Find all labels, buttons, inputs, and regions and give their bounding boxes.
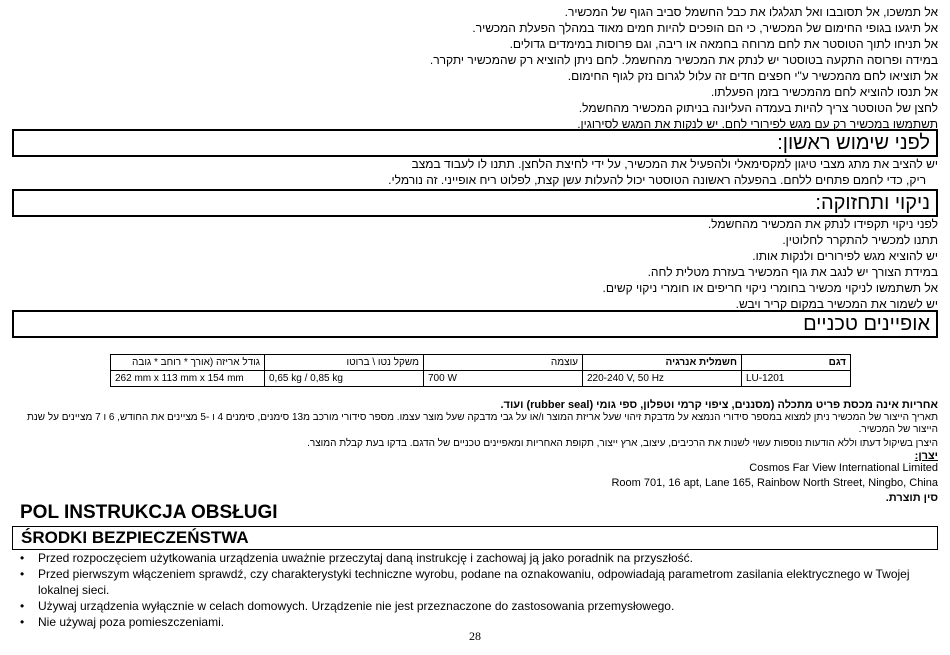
cleaning-line: יש לשמור את המכשיר במקום קריר ויבש. [735,297,938,311]
cleaning-line: תתנו למכשיר להתקרר לחלוטין. [782,233,938,247]
specs-header-cell: עוצמה [424,355,583,371]
list-item: • Używaj urządzenia wyłącznie w celach domowych. Urządzenie nie jest przeznaczone do zastosowania przemysłowego. [12,598,950,614]
production-date-note: תאריך הייצור של המכשיר ניתן למצוא במספר סידורי הנמצא על מדבקת זיהוי שעל אריזת המוצר ו/או על גבי מדבקה שעל מוצר עצמו. מספר סידורי מורכב מ13 סימנים, סימנים 4 ו -5 מציינים את החודש, 6 ו 7 מציינים על שנת [26,412,938,423]
intro-warnings [12,4,938,132]
intro-line: במידה ופרוסה התקעה בטוסטר יש לנתק את המכשיר מהחשמל. לחם ניתן להוציא רק שהמכשיר יתקרר. [429,53,938,67]
specs-table [110,354,851,387]
specs-header-row [111,355,851,371]
cleaning-heading: ניקוי ותחזוקה: [12,189,938,217]
specs-header-cell: גודל אריזה (אורך * רוחב * גובה [111,355,265,371]
first-use-text [12,156,938,188]
cleaning-line: לפני ניקוי תקפידו לנתק את המכשיר מהחשמל. [707,217,938,231]
production-date-note-cont: הייצור של המכשיר. [858,424,938,435]
specs-header-cell: משקל נטו \ ברוטו [265,355,424,371]
first-use-line: יש להציב את מתג מצבי טיגון למקסימאלי ולהפעיל את המכשיר, על ידי לחיצת הלחצן. תתנו לו לעבוד במצב [411,157,938,171]
polish-manual-title: POL INSTRUKCJA OBSŁUGI [20,502,278,523]
manufacturer-rights-note: היצרן בשיקול דעתו וללא הודעות נוספות עשוי לשנות את הרכיבים, עיצוב, ארץ ייצור, תקופת האחריות ומאפיינים טכניים של הדגם. בדקו בעת קבלת המוצר. [307,438,938,449]
cleaning-line: אל תשתמשו לניקוי מכשיר בחומרי ניקוי חריפים או חומרי ניקוי קשים. [602,281,938,295]
specs-value-row [111,371,851,387]
list-item: • Przed rozpoczęciem użytkowania urządzenia uważnie przeczytaj daną instrukcję i zachowaj ją jako poradnik na przyszłość. [12,550,950,566]
intro-line: אל תמשכו, אל תסובבו ואל תגלגלו את כבל החשמל סביב הגוף של המכשיר. [564,5,938,19]
specs-heading: אופיינים טכניים [12,310,938,338]
cleaning-text [12,216,938,312]
specs-value-cell: 0,65 kg / 0,85 kg [265,371,424,387]
intro-line: אל תוציאו לחם מהמכשיר ע"י חפצים חדים זה עלול לגרום נזק לגוף החימום. [567,69,938,83]
safety-bullets [12,550,950,630]
specs-value-cell: LU-1201 [742,371,851,387]
warranty-exclusions: אחריות אינה מכסת פריט מתכלה (מסננים, ציפוי קרמי וטפלון, ספי גומי (rubber seal) ועוד. [500,399,938,411]
intro-line: תשתמשו במכשיר רק עם מגש לפירורי לחם. יש לנקות את המגש לסירוגין. [577,117,938,131]
first-use-heading: לפני שימוש ראשון: [12,129,938,157]
manufacturer-name: Cosmos Far View International Limited [749,462,938,474]
safety-section-heading: ŚRODKI BEZPIECZEŃSTWA [12,526,938,550]
cleaning-line: יש להוציא מגש לפירורים ולנקות אותו. [752,249,938,263]
specs-header-cell: חשמלית אנרגיה [583,355,742,371]
country-of-origin: סין תוצרת. [885,492,938,504]
list-item: • Przed pierwszym włączeniem sprawdź, czy charakterystyki techniczne wyrobu, podane na oznakowaniu, odpowiadają parametrom zasilania elektrycznego w Twojej lokalnej sieci. [12,566,950,598]
intro-line: אל תיגעו בגופי החימום של המכשיר, כי הם הופכים להיות חמים מאוד במהלך הפעלת המכשיר. [472,21,938,35]
warranty-section [12,398,938,462]
cleaning-line: במידת הצורך יש לנגב את גוף המכשיר בעזרת מטלית לחה. [647,265,938,279]
specs-value-cell: 700 W [424,371,583,387]
intro-line: לחצן של הטוסטר צריך להיות בעמדה העליונה בניתוק המכשיר מהחשמל. [578,101,938,115]
first-use-line: ריק, כדי לחמם פתחים ללחם. בהפעלה ראשונה הטוסטר יכול להעלות עשן קצת, לפלוט ריח אופייני. זה נורמלי. [388,173,926,187]
page-number: 28 [469,629,481,643]
manufacturer-info [12,461,938,506]
specs-value-cell: 262 mm x 113 mm x 154 mm [111,371,265,387]
specs-value-cell: 220-240 V, 50 Hz [583,371,742,387]
specs-header-cell: דגם [742,355,851,371]
intro-line: אל תנסו להוציא לחם מהמכשיר בזמן הפעלתו. [710,85,938,99]
manufacturer-label: יצרן: [914,450,938,462]
intro-line: אל תניחו לתוך הטוסטר את לחם מרוחה בחמאה או ריבה, וגם פרוסות במימדים גדולים. [509,37,938,51]
manufacturer-address: Room 701, 16 apt, Lane 165, Rainbow North Street, Ningbo, China [611,477,938,489]
list-item: • Nie używaj poza pomieszczeniami. [12,614,950,630]
